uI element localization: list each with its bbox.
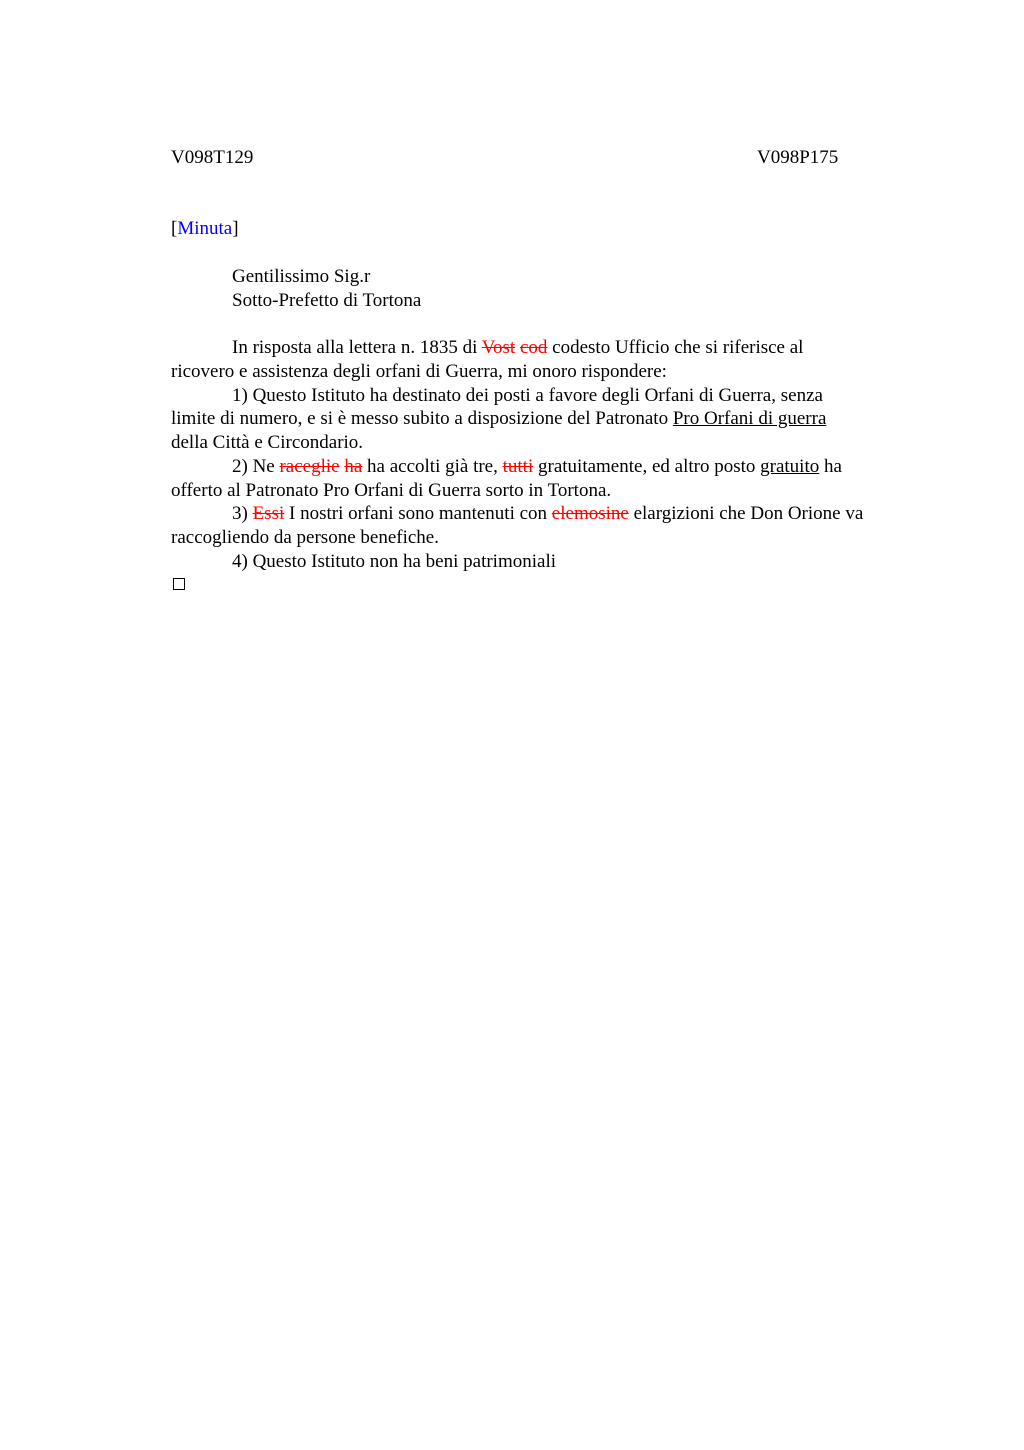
paragraph-3-line-1: [232, 455, 842, 479]
text-segment: 2) Ne: [232, 456, 280, 477]
underlined-text: gratuito: [760, 456, 820, 477]
paragraph-2-line-2: [171, 407, 826, 431]
paragraph-1-line-1: [232, 336, 803, 360]
document-code-left: V098T129: [171, 147, 254, 168]
text-segment: In risposta alla lettera n. 1835 di: [232, 337, 482, 358]
bracket-open: [: [171, 218, 178, 239]
deleted-word: Essi: [252, 503, 285, 524]
text-segment: ha accolti già tre,: [362, 456, 503, 477]
underlined-text: Pro Orfani di guerra: [672, 408, 827, 429]
text-segment: 3): [232, 503, 253, 524]
deleted-word: Vost: [481, 337, 516, 358]
paragraph-2-line-3: della Città e Circondario.: [171, 432, 364, 453]
deleted-word: raceglie: [279, 456, 340, 477]
salutation-line-2: Sotto-Prefetto di Tortona: [232, 290, 422, 311]
text-segment: ha: [819, 456, 842, 477]
document-code-right: V098P175: [757, 147, 839, 168]
checkbox-icon: [173, 578, 185, 590]
minuta-label: [171, 217, 239, 241]
text-segment: elargizioni che Don Orione va: [628, 503, 864, 524]
deleted-word: cod: [519, 337, 548, 358]
deleted-word: elemosine: [551, 503, 629, 524]
text-segment: codesto Ufficio che si riferisce al: [547, 337, 804, 358]
deleted-word: tutti: [502, 456, 534, 477]
paragraph-3-line-2: offerto al Patronato Pro Orfani di Guerra sorto in Tortona.: [171, 480, 612, 501]
paragraph-4-line-1: [232, 502, 863, 526]
deleted-word: ha: [344, 456, 363, 477]
minuta-text: Minuta: [177, 218, 233, 239]
bracket-close: ]: [232, 218, 239, 239]
text-segment: limite di numero, e si è messo subito a disposizione del Patronato: [171, 408, 673, 429]
paragraph-5-line-1: 4) Questo Istituto non ha beni patrimoniali: [232, 551, 557, 572]
paragraph-4-line-2: raccogliendo da persone benefiche.: [171, 527, 439, 548]
text-segment: I nostri orfani sono mantenuti con: [284, 503, 552, 524]
paragraph-2-line-1: 1) Questo Istituto ha destinato dei posti a favore degli Orfani di Guerra, senza: [232, 385, 823, 406]
text-segment: gratuitamente, ed altro posto: [533, 456, 761, 477]
paragraph-1-line-2: ricovero e assistenza degli orfani di Guerra, mi onoro rispondere:: [171, 361, 667, 382]
salutation-line-1: Gentilissimo Sig.r: [232, 266, 371, 287]
